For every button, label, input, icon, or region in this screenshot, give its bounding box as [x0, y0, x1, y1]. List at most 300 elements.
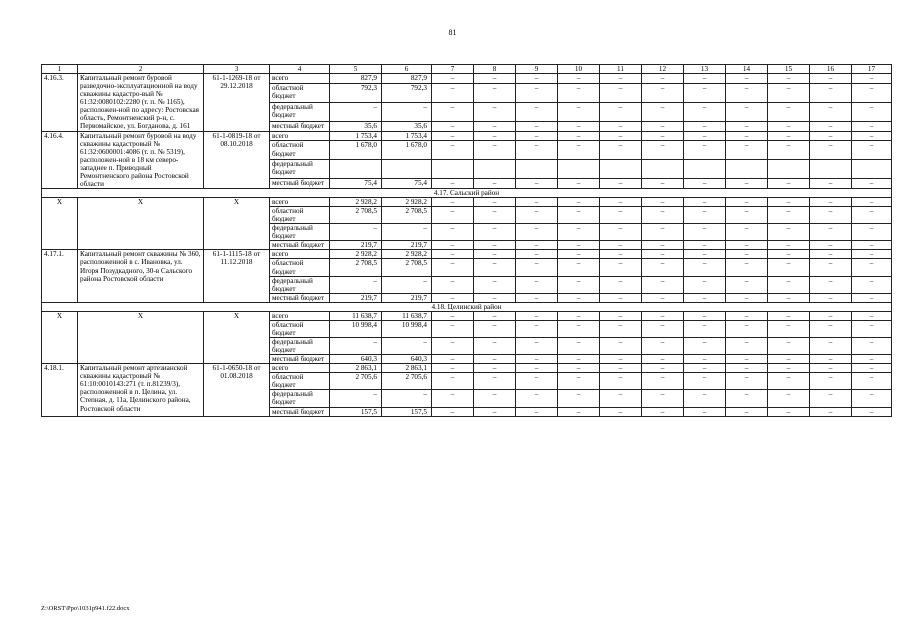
value-col6 — [382, 160, 432, 179]
value-col11: – — [600, 224, 642, 241]
value-col12: – — [642, 84, 684, 103]
value-col5: – — [330, 390, 382, 407]
budget-table — [41, 64, 892, 417]
value-col9: – — [516, 364, 558, 373]
document-ref: 61-1-1269-18 от 29.12.2018 — [204, 74, 270, 131]
file-path-footer: Z:\ORST\Ppo\1031p941.f22.docx — [41, 605, 130, 612]
column-number-cell: 3 — [204, 65, 270, 74]
item-name: Капитальный ремонт буровой на воду скважины кадастровый № 61:32:0600001:4086 (т. п. № 5319), расположен-ной в 18 км северо-западнее п. Приводный Ремонтненского района Ростовской области — [78, 131, 204, 188]
item-name: Капитальный ремонт скважины № 360, расположенной в с. Ивановка, ул. Игоря Позудкадного, 30-в Сальского района Ростовской области — [78, 250, 204, 302]
value-col10: – — [558, 293, 600, 302]
value-col17: – — [852, 250, 892, 259]
value-col17: – — [852, 74, 892, 84]
value-col8: – — [474, 373, 516, 390]
value-col11: – — [600, 178, 642, 188]
value-col13: – — [684, 311, 726, 320]
value-col5: 35,6 — [330, 121, 382, 131]
value-col17: – — [852, 364, 892, 373]
value-col11: – — [600, 207, 642, 224]
value-col16: – — [810, 276, 852, 293]
value-col8: – — [474, 207, 516, 224]
value-col15: – — [768, 207, 810, 224]
document-ref: Х — [204, 198, 270, 250]
value-col9: – — [516, 121, 558, 131]
item-code: Х — [42, 198, 78, 250]
value-col11: – — [600, 276, 642, 293]
value-col9: – — [516, 390, 558, 407]
value-col7: – — [432, 207, 474, 224]
value-col14: – — [726, 198, 768, 207]
value-col6: 2 708,5 — [382, 259, 432, 276]
value-col11: – — [600, 293, 642, 302]
value-col10: – — [558, 74, 600, 84]
value-col8: – — [474, 74, 516, 84]
value-col7: – — [432, 131, 474, 141]
value-col5: – — [330, 276, 382, 293]
value-col15: – — [768, 224, 810, 241]
budget-type: всего — [270, 198, 330, 207]
value-col9 — [516, 160, 558, 179]
value-col11: – — [600, 364, 642, 373]
item-name: Х — [78, 198, 204, 250]
value-col17: – — [852, 178, 892, 188]
value-col16: – — [810, 390, 852, 407]
value-col6: 640,3 — [382, 355, 432, 364]
value-col8: – — [474, 84, 516, 103]
budget-type: местный бюджет — [270, 293, 330, 302]
value-col13: – — [684, 141, 726, 160]
value-col8: – — [474, 276, 516, 293]
value-col13: – — [684, 131, 726, 141]
value-col12: – — [642, 373, 684, 390]
value-col16: – — [810, 241, 852, 250]
value-col14: – — [726, 407, 768, 416]
value-col8: – — [474, 407, 516, 416]
value-col8: – — [474, 198, 516, 207]
value-col8: – — [474, 364, 516, 373]
value-col14: – — [726, 102, 768, 121]
value-col10: – — [558, 355, 600, 364]
value-col7: – — [432, 276, 474, 293]
section-title-row — [42, 188, 892, 197]
value-col9: – — [516, 102, 558, 121]
value-col12: – — [642, 355, 684, 364]
value-col9: – — [516, 259, 558, 276]
value-col6: 11 638,7 — [382, 311, 432, 320]
value-col12: – — [642, 121, 684, 131]
value-col8: – — [474, 259, 516, 276]
value-col6: 219,7 — [382, 293, 432, 302]
value-col7: – — [432, 373, 474, 390]
item-code: 4.16.4. — [42, 131, 78, 188]
budget-type: федеральный бюджет — [270, 160, 330, 179]
value-col8: – — [474, 311, 516, 320]
value-col8: – — [474, 178, 516, 188]
value-col7: – — [432, 74, 474, 84]
value-col17: – — [852, 407, 892, 416]
value-col13: – — [684, 390, 726, 407]
value-col14: – — [726, 121, 768, 131]
value-col16: – — [810, 224, 852, 241]
budget-type: областной бюджет — [270, 207, 330, 224]
value-col17: – — [852, 259, 892, 276]
value-col5: – — [330, 338, 382, 355]
value-col16: – — [810, 407, 852, 416]
column-number-cell: 12 — [642, 65, 684, 74]
value-col8: – — [474, 338, 516, 355]
value-col12: – — [642, 364, 684, 373]
budget-type: всего — [270, 311, 330, 320]
value-col11: – — [600, 373, 642, 390]
value-col14 — [726, 160, 768, 179]
value-col7: – — [432, 338, 474, 355]
value-col5 — [330, 160, 382, 179]
table-row — [42, 74, 892, 84]
budget-type: федеральный бюджет — [270, 390, 330, 407]
budget-type: областной бюджет — [270, 320, 330, 337]
value-col15: – — [768, 320, 810, 337]
value-col5: 827,9 — [330, 74, 382, 84]
value-col5: 219,7 — [330, 241, 382, 250]
table-row — [42, 364, 892, 373]
value-col16: – — [810, 320, 852, 337]
value-col13: – — [684, 373, 726, 390]
value-col8: – — [474, 102, 516, 121]
value-col6: 2 928,2 — [382, 198, 432, 207]
value-col14: – — [726, 293, 768, 302]
column-number-cell: 5 — [330, 65, 382, 74]
value-col9: – — [516, 250, 558, 259]
value-col16: – — [810, 131, 852, 141]
value-col11: – — [600, 311, 642, 320]
value-col7: – — [432, 259, 474, 276]
budget-type: областной бюджет — [270, 373, 330, 390]
budget-type: областной бюджет — [270, 84, 330, 103]
value-col16: – — [810, 198, 852, 207]
table-row — [42, 311, 892, 320]
value-col15: – — [768, 121, 810, 131]
value-col9: – — [516, 355, 558, 364]
value-col6: 2 705,6 — [382, 373, 432, 390]
budget-type: местный бюджет — [270, 407, 330, 416]
value-col7: – — [432, 355, 474, 364]
budget-type: местный бюджет — [270, 355, 330, 364]
value-col15: – — [768, 141, 810, 160]
value-col7: – — [432, 241, 474, 250]
value-col13: – — [684, 198, 726, 207]
value-col10 — [558, 160, 600, 179]
budget-type: местный бюджет — [270, 178, 330, 188]
budget-type: всего — [270, 131, 330, 141]
document-ref: 61-1-1115-18 от 11.12.2018 — [204, 250, 270, 302]
value-col16: – — [810, 338, 852, 355]
value-col11: – — [600, 241, 642, 250]
value-col16: – — [810, 364, 852, 373]
value-col11: – — [600, 320, 642, 337]
value-col10: – — [558, 390, 600, 407]
value-col5: 2 928,2 — [330, 250, 382, 259]
budget-type: областной бюджет — [270, 259, 330, 276]
value-col15: – — [768, 373, 810, 390]
value-col15: – — [768, 293, 810, 302]
value-col16: – — [810, 178, 852, 188]
value-col12: – — [642, 141, 684, 160]
value-col17: – — [852, 121, 892, 131]
value-col17: – — [852, 131, 892, 141]
value-col11: – — [600, 74, 642, 84]
value-col13: – — [684, 178, 726, 188]
value-col5: 640,3 — [330, 355, 382, 364]
value-col13: – — [684, 293, 726, 302]
value-col7: – — [432, 198, 474, 207]
value-col9: – — [516, 74, 558, 84]
value-col6: – — [382, 390, 432, 407]
value-col15: – — [768, 355, 810, 364]
value-col10: – — [558, 141, 600, 160]
value-col10: – — [558, 250, 600, 259]
value-col9: – — [516, 276, 558, 293]
value-col16: – — [810, 207, 852, 224]
value-col14: – — [726, 84, 768, 103]
value-col10: – — [558, 373, 600, 390]
value-col10: – — [558, 121, 600, 131]
value-col7: – — [432, 364, 474, 373]
value-col14: – — [726, 131, 768, 141]
value-col14: – — [726, 364, 768, 373]
value-col6: 35,6 — [382, 121, 432, 131]
value-col12: – — [642, 250, 684, 259]
value-col6: 157,5 — [382, 407, 432, 416]
value-col9: – — [516, 241, 558, 250]
value-col15 — [768, 160, 810, 179]
value-col9: – — [516, 141, 558, 160]
value-col15: – — [768, 276, 810, 293]
value-col12: – — [642, 390, 684, 407]
value-col5: 1 678,0 — [330, 141, 382, 160]
value-col17: – — [852, 276, 892, 293]
value-col6: 1 753,4 — [382, 131, 432, 141]
table-row — [42, 131, 892, 141]
value-col10: – — [558, 178, 600, 188]
value-col15: – — [768, 131, 810, 141]
value-col9: – — [516, 178, 558, 188]
budget-type: местный бюджет — [270, 121, 330, 131]
value-col14: – — [726, 320, 768, 337]
value-col11: – — [600, 141, 642, 160]
value-col16: – — [810, 355, 852, 364]
value-col13: – — [684, 102, 726, 121]
value-col14: – — [726, 250, 768, 259]
value-col14: – — [726, 141, 768, 160]
value-col10: – — [558, 338, 600, 355]
value-col14: – — [726, 338, 768, 355]
value-col12: – — [642, 293, 684, 302]
value-col9: – — [516, 407, 558, 416]
value-col13: – — [684, 338, 726, 355]
item-code: Х — [42, 311, 78, 363]
value-col7: – — [432, 141, 474, 160]
value-col6: 2 863,1 — [382, 364, 432, 373]
budget-type: федеральный бюджет — [270, 338, 330, 355]
column-number-cell: 10 — [558, 65, 600, 74]
value-col15: – — [768, 84, 810, 103]
value-col15: – — [768, 338, 810, 355]
value-col9: – — [516, 311, 558, 320]
section-title-row — [42, 302, 892, 311]
column-number-cell: 8 — [474, 65, 516, 74]
value-col15: – — [768, 178, 810, 188]
value-col8: – — [474, 131, 516, 141]
value-col17: – — [852, 311, 892, 320]
value-col7: – — [432, 250, 474, 259]
value-col16: – — [810, 373, 852, 390]
value-col12: – — [642, 320, 684, 337]
value-col5: 11 638,7 — [330, 311, 382, 320]
value-col9: – — [516, 198, 558, 207]
budget-type: всего — [270, 74, 330, 84]
value-col8: – — [474, 121, 516, 131]
column-number-cell: 13 — [684, 65, 726, 74]
value-col17 — [852, 160, 892, 179]
value-col14: – — [726, 373, 768, 390]
item-code: 4.17.1. — [42, 250, 78, 302]
column-number-cell: 6 — [382, 65, 432, 74]
value-col12: – — [642, 74, 684, 84]
value-col10: – — [558, 320, 600, 337]
value-col16: – — [810, 311, 852, 320]
section-title: 4.17. Сальский район — [42, 188, 892, 197]
value-col7 — [432, 160, 474, 179]
column-number-cell: 14 — [726, 65, 768, 74]
value-col14: – — [726, 74, 768, 84]
item-code: 4.16.3. — [42, 74, 78, 131]
value-col11: – — [600, 84, 642, 103]
value-col12: – — [642, 102, 684, 121]
value-col8: – — [474, 355, 516, 364]
value-col12: – — [642, 311, 684, 320]
value-col8: – — [474, 241, 516, 250]
value-col15: – — [768, 198, 810, 207]
value-col5: 2 705,6 — [330, 373, 382, 390]
value-col9: – — [516, 338, 558, 355]
value-col17: – — [852, 207, 892, 224]
value-col6: 219,7 — [382, 241, 432, 250]
value-col6: – — [382, 276, 432, 293]
value-col15: – — [768, 74, 810, 84]
value-col6: – — [382, 338, 432, 355]
value-col16 — [810, 160, 852, 179]
value-col7: – — [432, 320, 474, 337]
value-col9: – — [516, 293, 558, 302]
value-col12 — [642, 160, 684, 179]
value-col11: – — [600, 131, 642, 141]
value-col8 — [474, 160, 516, 179]
value-col17: – — [852, 390, 892, 407]
value-col11: – — [600, 102, 642, 121]
section-title: 4.18. Целинский район — [42, 302, 892, 311]
column-number-row — [42, 65, 892, 74]
column-number-cell: 1 — [42, 65, 78, 74]
value-col6: 792,3 — [382, 84, 432, 103]
value-col16: – — [810, 84, 852, 103]
value-col10: – — [558, 131, 600, 141]
value-col5: – — [330, 102, 382, 121]
document-ref: Х — [204, 311, 270, 363]
value-col7: – — [432, 293, 474, 302]
value-col5: 219,7 — [330, 293, 382, 302]
value-col12: – — [642, 407, 684, 416]
column-number-cell: 2 — [78, 65, 204, 74]
value-col13: – — [684, 121, 726, 131]
value-col7: – — [432, 224, 474, 241]
value-col15: – — [768, 311, 810, 320]
value-col5: 157,5 — [330, 407, 382, 416]
value-col11: – — [600, 121, 642, 131]
value-col10: – — [558, 407, 600, 416]
table-row — [42, 198, 892, 207]
value-col8: – — [474, 390, 516, 407]
value-col17: – — [852, 141, 892, 160]
value-col13: – — [684, 259, 726, 276]
document-ref: 61-1-0819-18 от 08.10.2018 — [204, 131, 270, 188]
value-col8: – — [474, 293, 516, 302]
item-name: Х — [78, 311, 204, 363]
value-col14: – — [726, 241, 768, 250]
value-col15: – — [768, 390, 810, 407]
item-name: Капитальный ремонт буровой разведочно-эксплуатационной на воду скважины кадастро-вый № 61:32:0080102:2280 (т. п. № 1165), расположен-ной по адресу: Ростовская область, Ремонтненский р-н, с. Первомайское, ул. Богданова, д. 161 — [78, 74, 204, 131]
value-col17: – — [852, 355, 892, 364]
value-col5: 2 708,5 — [330, 207, 382, 224]
value-col17: – — [852, 338, 892, 355]
value-col6: 10 998,4 — [382, 320, 432, 337]
value-col9: – — [516, 207, 558, 224]
value-col11: – — [600, 198, 642, 207]
column-number-cell: 17 — [852, 65, 892, 74]
value-col13: – — [684, 84, 726, 103]
value-col17: – — [852, 241, 892, 250]
value-col6: 827,9 — [382, 74, 432, 84]
value-col14: – — [726, 390, 768, 407]
value-col16: – — [810, 121, 852, 131]
value-col16: – — [810, 293, 852, 302]
value-col17: – — [852, 320, 892, 337]
value-col11: – — [600, 250, 642, 259]
table-row — [42, 250, 892, 259]
value-col13: – — [684, 364, 726, 373]
value-col15: – — [768, 407, 810, 416]
value-col10: – — [558, 102, 600, 121]
value-col8: – — [474, 250, 516, 259]
budget-type: областной бюджет — [270, 141, 330, 160]
value-col15: – — [768, 250, 810, 259]
value-col10: – — [558, 276, 600, 293]
value-col10: – — [558, 84, 600, 103]
value-col12: – — [642, 207, 684, 224]
value-col9: – — [516, 373, 558, 390]
value-col10: – — [558, 259, 600, 276]
value-col7: – — [432, 407, 474, 416]
column-number-cell: 15 — [768, 65, 810, 74]
value-col14: – — [726, 355, 768, 364]
value-col14: – — [726, 259, 768, 276]
value-col15: – — [768, 259, 810, 276]
budget-type: федеральный бюджет — [270, 224, 330, 241]
value-col16: – — [810, 259, 852, 276]
value-col13: – — [684, 74, 726, 84]
document-ref: 61-1-0650-18 от 01.08.2018 — [204, 364, 270, 416]
item-name: Капитальный ремонт артезианской скважины кадастровый № 61:10:0010143:271 (т. п.81239/3), расположенной в п. Целина, ул. Степная, д. 11а, Целинского района, Ростовской области — [78, 364, 204, 416]
value-col12: – — [642, 276, 684, 293]
